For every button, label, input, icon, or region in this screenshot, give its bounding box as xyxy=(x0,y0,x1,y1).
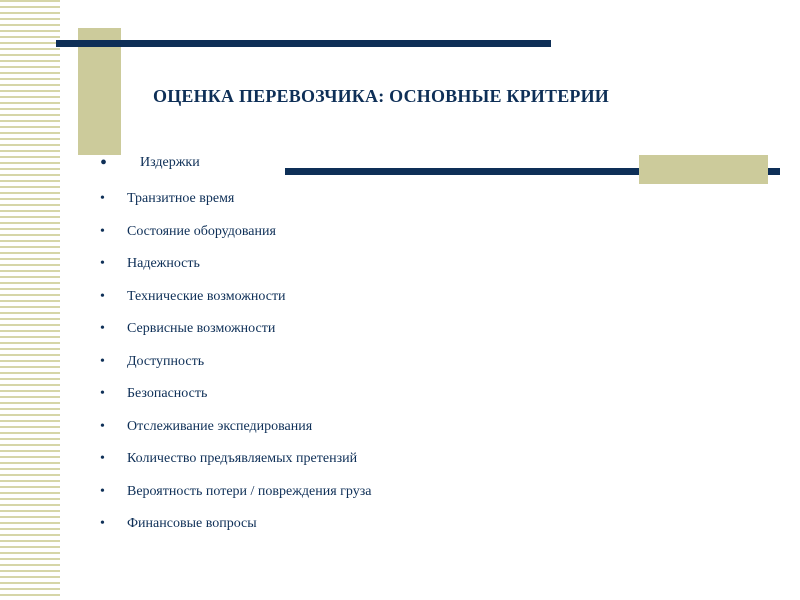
decorative-accent-small-block xyxy=(639,155,768,184)
bullet-icon: • xyxy=(100,256,105,271)
list-item-text: Финансовые вопросы xyxy=(127,516,257,531)
decorative-stripes xyxy=(0,0,60,600)
bullet-icon: • xyxy=(100,152,108,174)
bullet-icon: • xyxy=(100,191,105,206)
list-item-text: Количество предъявляемых претензий xyxy=(127,451,358,466)
decorative-top-bar xyxy=(56,40,551,47)
list-item-text: Отслеживание экспедирования xyxy=(127,418,313,434)
bullet-icon: • xyxy=(100,483,105,499)
bullet-icon: • xyxy=(100,353,105,369)
list-item-text: Состояние оборудования xyxy=(127,223,276,239)
list-item-text: Транзитное время xyxy=(127,191,235,206)
bullet-icon: • xyxy=(100,516,105,531)
bullet-icon: • xyxy=(100,288,105,304)
bullet-icon: • xyxy=(100,386,105,401)
bullet-icon: • xyxy=(100,321,105,336)
bullet-icon: • xyxy=(100,223,105,239)
list-item-text: Сервисные возможности xyxy=(127,321,276,336)
decorative-accent-block xyxy=(78,28,121,155)
bullet-icon: • xyxy=(100,451,105,466)
slide-title: ОЦЕНКА ПЕРЕВОЗЧИКА: ОСНОВНЫЕ КРИТЕРИИ xyxy=(153,86,610,106)
list-item-text: Безопасность xyxy=(127,386,208,401)
list-item-text: Доступность xyxy=(127,353,205,369)
list-item-text: Технические возможности xyxy=(127,288,286,304)
list-item-text: Вероятность потери / повреждения груза xyxy=(127,483,372,499)
list-item-text: Надежность xyxy=(127,256,200,271)
list-item-text: Издержки xyxy=(140,155,200,170)
bullet-icon: • xyxy=(100,418,105,434)
